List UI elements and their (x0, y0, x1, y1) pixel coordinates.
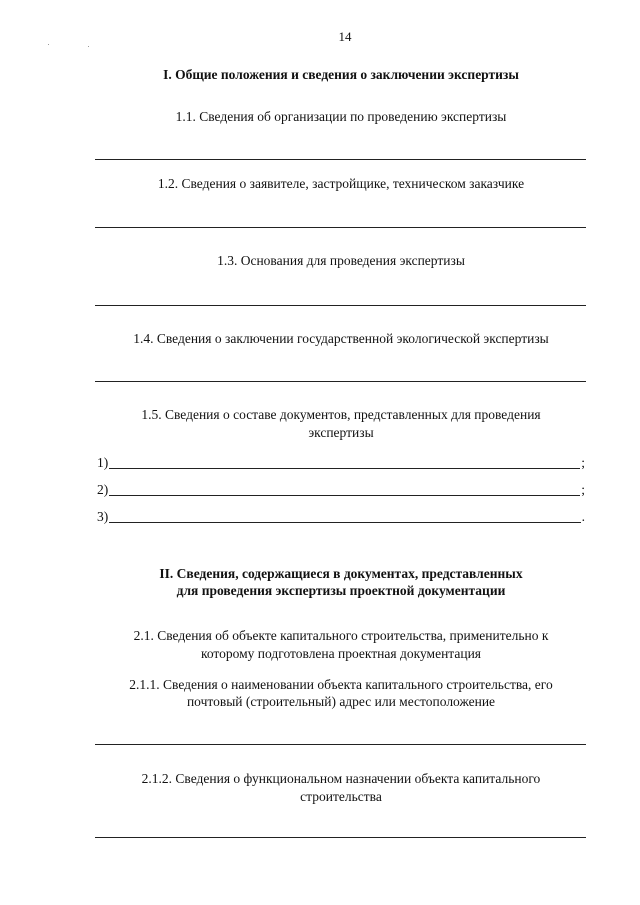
page-number: 14 (338, 29, 352, 44)
item-1-1-label: 1.1. Сведения об организации по проведению экспертизы (175, 109, 507, 124)
section-2-heading-line2: для проведения экспертизы проектной документации (176, 583, 506, 598)
document-line-number: 3) (97, 509, 109, 524)
item-1-1-fill-line (95, 159, 586, 160)
item-2-1-1-label-line2: почтовый (строительный) адрес или местоположение (186, 694, 496, 709)
item-2-1-1-label-line1: 2.1.1. Сведения о наименовании объекта капитального строительства, его (129, 677, 553, 692)
item-2-1-2-label-line2: строительства (300, 789, 382, 804)
document-line-2 (97, 481, 585, 498)
item-1-4-label: 1.4. Сведения о заключении государственной экологической экспертизы (133, 331, 549, 346)
document-line-blank (109, 455, 580, 469)
item-2-1-2-fill-line (95, 837, 586, 838)
scan-speck (48, 44, 49, 45)
document-line-3 (97, 508, 585, 525)
document-line-blank (109, 509, 580, 523)
document-line-1 (97, 454, 585, 471)
document-line-blank (109, 482, 580, 496)
item-2-1-2-label-line1: 2.1.2. Сведения о функциональном назначении объекта капитального (141, 771, 541, 786)
document-line-end-mark: ; (581, 455, 585, 470)
section-2-heading-line1: II. Сведения, содержащиеся в документах, представленных (159, 566, 523, 581)
item-1-3-label: 1.3. Основания для проведения экспертизы (217, 253, 465, 268)
item-2-1-1-fill-line (95, 744, 586, 745)
section-1-heading: I. Общие положения и сведения о заключении экспертизы (163, 67, 519, 82)
item-1-5-label-line1: 1.5. Сведения о составе документов, представленных для проведения (141, 407, 541, 422)
item-1-2-label: 1.2. Сведения о заявителе, застройщике, техническом заказчике (157, 176, 525, 191)
scan-speck (88, 46, 89, 47)
document-line-end-mark: ; (581, 482, 585, 497)
document-line-number: 1) (97, 455, 109, 470)
document-line-end-mark: . (581, 509, 585, 524)
document-line-number: 2) (97, 482, 109, 497)
item-1-4-fill-line (95, 381, 586, 382)
item-1-2-fill-line (95, 227, 586, 228)
item-2-1-label-line1: 2.1. Сведения об объекте капитального строительства, применительно к (133, 628, 549, 643)
item-2-1-label-line2: которому подготовлена проектная документация (200, 646, 482, 661)
item-1-5-label-line2: экспертизы (308, 425, 374, 440)
item-1-3-fill-line (95, 305, 586, 306)
